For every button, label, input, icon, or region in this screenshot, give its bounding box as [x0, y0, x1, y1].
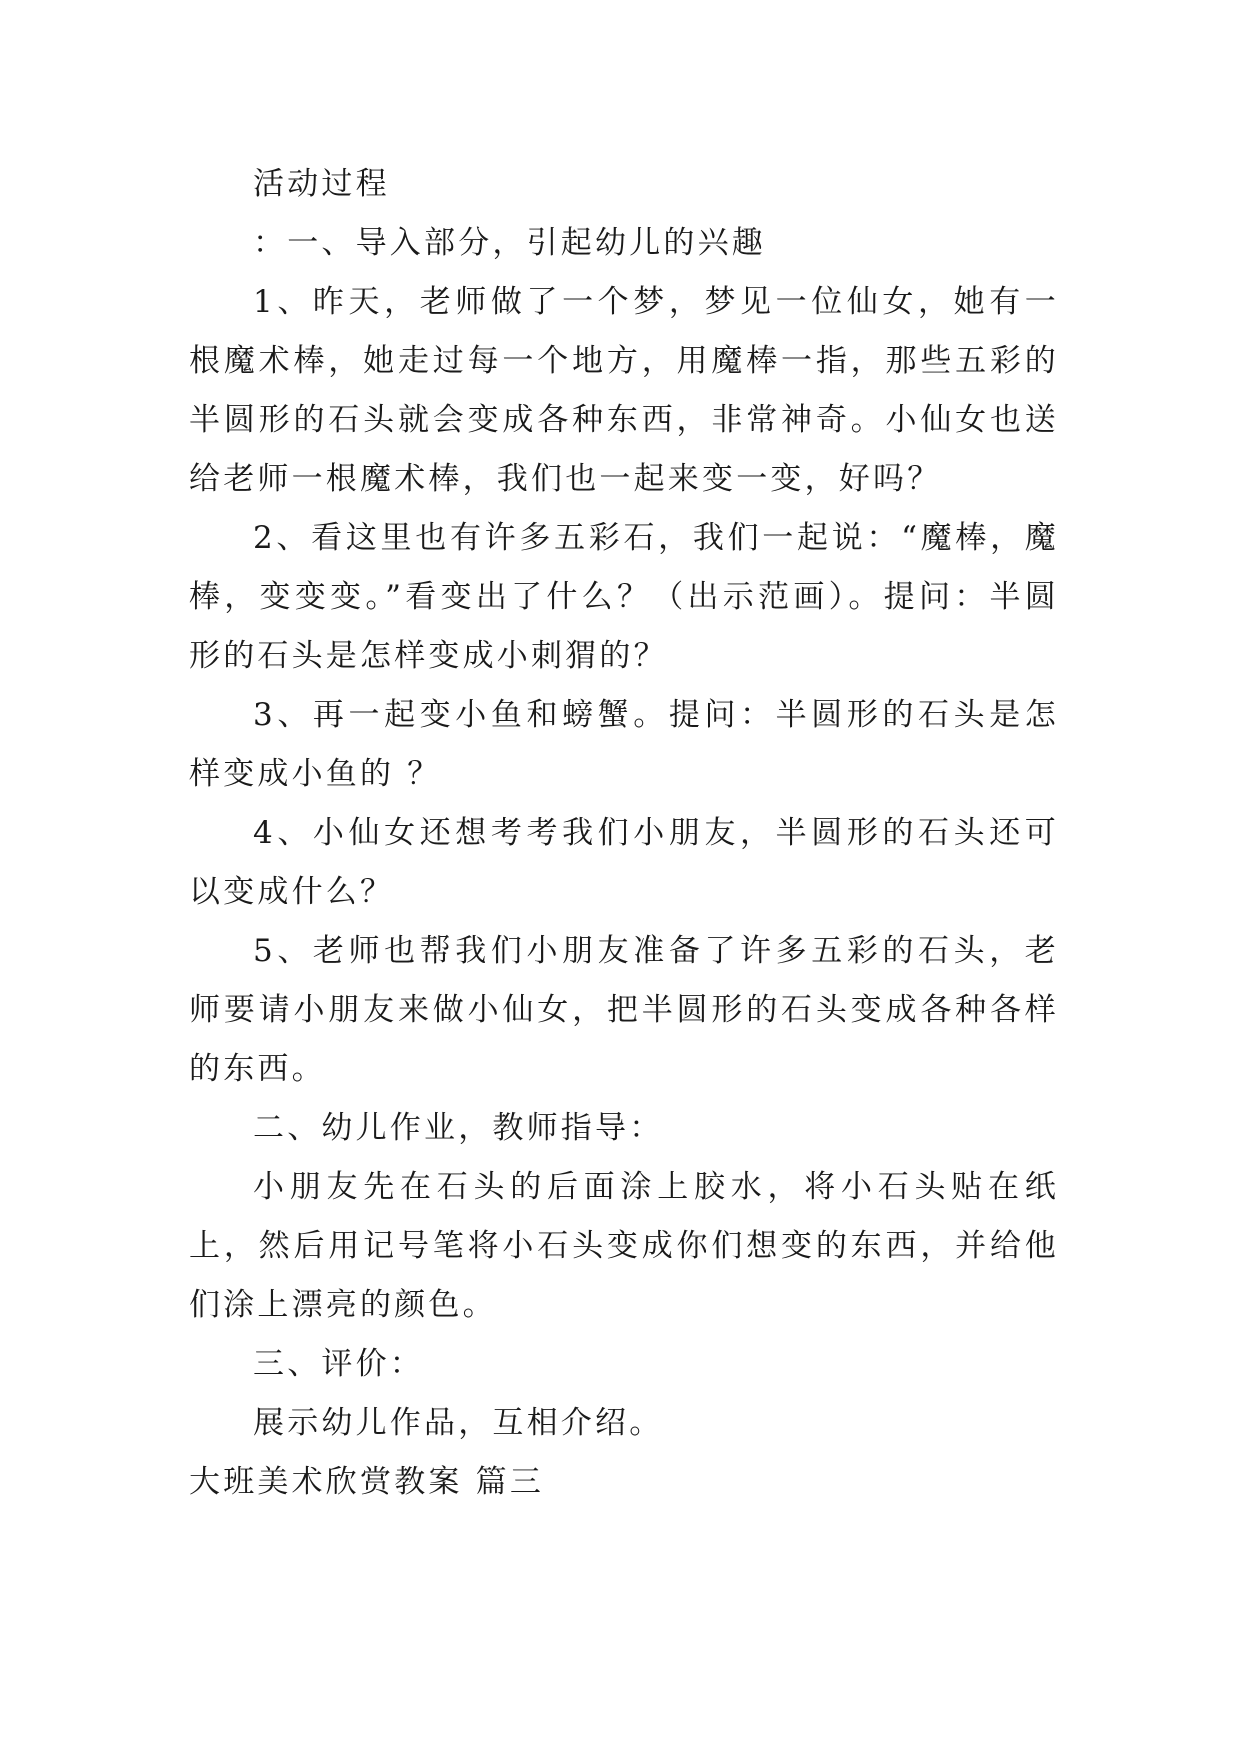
paragraph-step-5: 5、老师也帮我们小朋友准备了许多五彩的石头，老师要请小朋友来做小仙女，把半圆形的石头变成各种各样的东西。: [189, 933, 1059, 1087]
paragraph-section-three: 三、评价：: [253, 1346, 424, 1382]
paragraph-section-two: 二、幼儿作业，教师指导：: [253, 1110, 664, 1146]
paragraph-step-4: 4、小仙女还想考考我们小朋友，半圆形的石头还可以变成什么？: [189, 815, 1059, 910]
paragraph-step-1: 1、昨天，老师做了一个梦，梦见一位仙女，她有一根魔术棒，她走过每一个地方，用魔棒一指，那些五彩的半圆形的石头就会变成各种东西，非常神奇。小仙女也送给老师一根魔术棒，我们也一起来变一变，好吗？: [189, 284, 1059, 497]
paragraph-instructions: 小朋友先在石头的后面涂上胶水，将小石头贴在纸上，然后用记号笔将小石头变成你们想变的东西，并给他们涂上漂亮的颜色。: [189, 1169, 1059, 1323]
paragraph-step-2: 2、看这里也有许多五彩石，我们一起说：“魔棒，魔棒，变变变。”看变出了什么？（出示范画）。提问：半圆形的石头是怎样变成小刺猬的？: [189, 520, 1059, 674]
paragraph-activity-process: 活动过程: [253, 166, 390, 202]
paragraph-step-3: 3、再一起变小鱼和螃蟹。提问：半圆形的石头是怎样变成小鱼的 ？: [189, 697, 1059, 792]
paragraph-intro-section: ：一、导入部分，引起幼儿的兴趣: [253, 225, 766, 261]
document-body: [189, 155, 1059, 1512]
section-heading: 大班美术欣赏教案 篇三: [189, 1464, 545, 1500]
paragraph-evaluation: 展示幼儿作品，互相介绍。: [253, 1405, 664, 1441]
